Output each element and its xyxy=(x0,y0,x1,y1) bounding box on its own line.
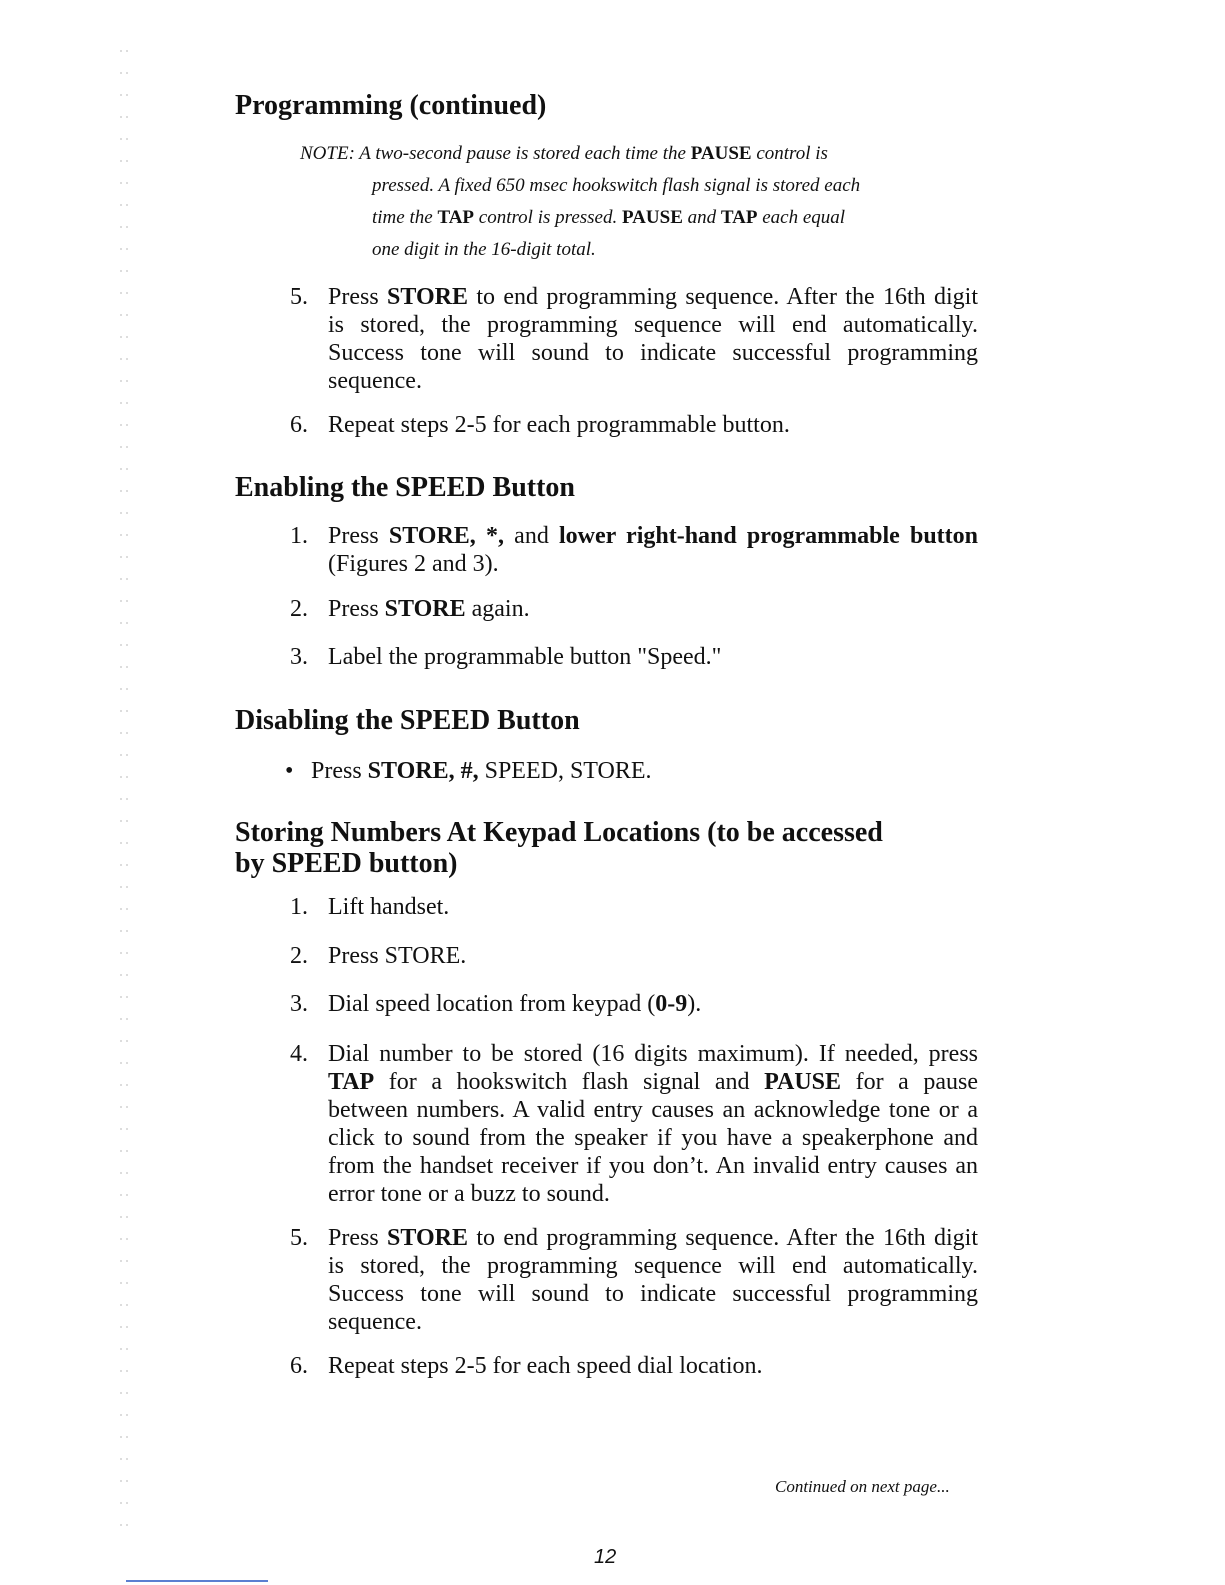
continued-note: Continued on next page... xyxy=(775,1477,950,1496)
scan-margin-artifact xyxy=(118,40,132,1540)
note-line-4: one digit in the 16-digit total. xyxy=(372,239,596,260)
storing-step-6: 6. Repeat steps 2-5 for each speed dial location. xyxy=(290,1353,763,1379)
storing-step-1: 1. Lift handset. xyxy=(290,894,450,920)
programming-step-6: 6. Repeat steps 2-5 for each programmable button. xyxy=(290,412,790,438)
heading-enabling-speed: Enabling the SPEED Button xyxy=(235,472,575,503)
heading-programming-continued: Programming (continued) xyxy=(235,90,547,121)
programming-note xyxy=(300,138,1000,266)
page-number: 12 xyxy=(594,1546,617,1568)
bullet-icon: • xyxy=(285,758,294,784)
enabling-step-1: 1. Press STORE, *, and lower right-hand programmable button (Figures 2 and 3). xyxy=(290,523,979,577)
heading-storing-numbers: Storing Numbers At Keypad Locations (to be accessed by SPEED button) xyxy=(235,817,883,879)
note-line-1: NOTE: A two-second pause is stored each time the PAUSE control is xyxy=(300,143,828,164)
storing-step-4: 4. Dial number to be stored (16 digits maximum). If needed, press TAP for a hookswitch flash signal and PAUSE for a pause between numbers. A valid entry causes an acknowledge tone or a click to sound from the speaker if you have a speakerphone and from the handset receiver if you don’t. An invalid entry causes an error tone or a buzz to sound. xyxy=(290,1041,978,1207)
bottom-rule xyxy=(126,1580,268,1582)
note-line-2: pressed. A fixed 650 msec hookswitch flash signal is stored each xyxy=(372,175,861,196)
disabling-bullet-item: • Press STORE, #, SPEED, STORE. xyxy=(285,758,652,784)
programming-step-5: 5. Press STORE to end programming sequence. After the 16th digit is stored, the programming sequence will end automatically. Success tone will sound to indicate successful programming sequence. xyxy=(290,284,979,394)
enabling-step-2: 2. Press STORE again. xyxy=(290,596,530,622)
storing-step-2: 2. Press STORE. xyxy=(290,943,467,969)
storing-step-5: 5. Press STORE to end programming sequence. After the 16th digit is stored, the programming sequence will end automatically. Success tone will sound to indicate successful programming sequence. xyxy=(290,1225,979,1335)
enabling-step-3: 3. Label the programmable button "Speed." xyxy=(290,644,722,670)
heading-disabling-speed: Disabling the SPEED Button xyxy=(235,705,580,736)
storing-step-3: 3. Dial speed location from keypad (0-9). xyxy=(290,991,702,1017)
note-line-3: time the TAP control is pressed. PAUSE and TAP each equal xyxy=(372,207,846,228)
